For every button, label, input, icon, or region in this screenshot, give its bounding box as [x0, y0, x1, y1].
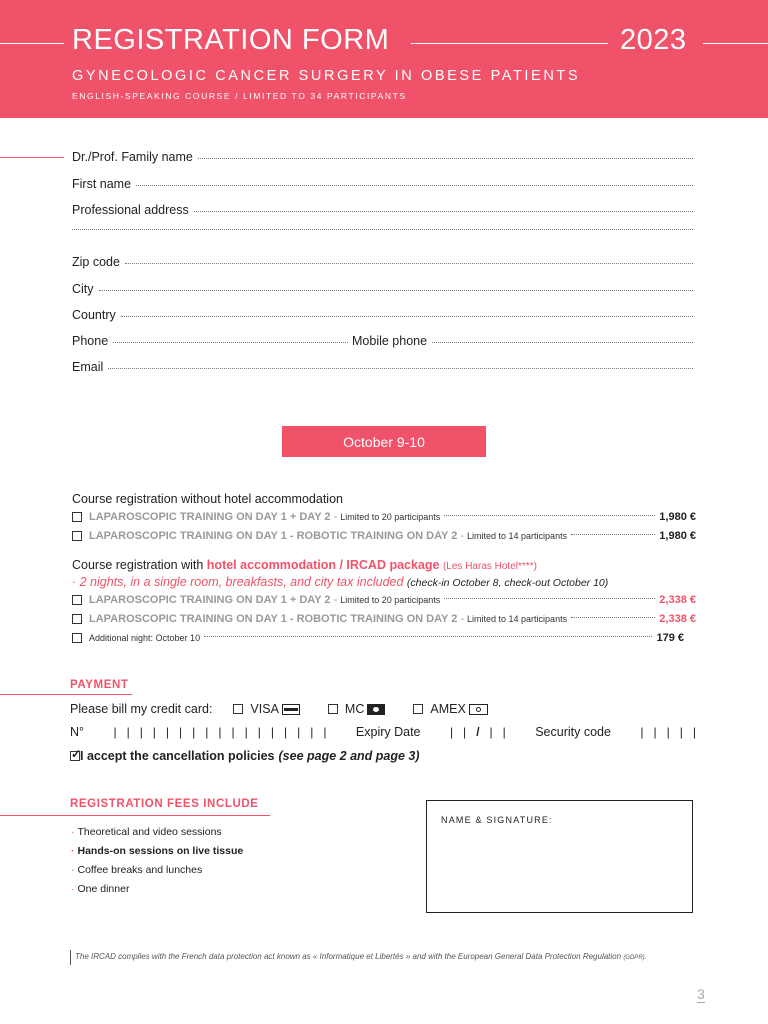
city-label: City	[72, 282, 94, 296]
zip-field[interactable]	[72, 255, 693, 269]
mastercard-icon	[367, 704, 385, 715]
visa-label: VISA	[250, 702, 279, 716]
page-number: 3	[697, 986, 705, 1002]
hotel-title-highlight: hotel accommodation / IRCAD package	[206, 558, 440, 572]
email-label: Email	[72, 360, 104, 374]
additional-night-option[interactable]	[72, 631, 684, 645]
phone-input-line[interactable]	[113, 341, 348, 343]
option-dash: -	[460, 530, 465, 542]
course-subtitle: ENGLISH-SPEAKING COURSE / LIMITED TO 34 PARTICIPANTS	[72, 91, 407, 101]
card-number-boxes[interactable]: | | | | | | | | | | | | | | | | |	[113, 725, 327, 739]
signature-label: NAME & SIGNATURE:	[441, 815, 553, 825]
phone-label: Phone	[72, 334, 109, 348]
checkmark-icon: ✓	[71, 747, 82, 761]
accept-label: I accept the cancellation policies	[80, 749, 275, 763]
hotel-name: (Les Haras Hotel****)	[442, 561, 537, 572]
form-year: 2023	[620, 24, 687, 56]
amex-checkbox[interactable]	[413, 704, 423, 714]
includes-heading: REGISTRATION FEES INCLUDE	[70, 798, 259, 810]
hotel-option-1[interactable]	[72, 593, 696, 607]
city-field[interactable]	[72, 282, 693, 296]
address-input-line-2[interactable]	[72, 228, 693, 230]
zip-input-line[interactable]	[125, 262, 693, 264]
gdpr-abbr: (GDPR).	[623, 955, 647, 961]
address-input-line[interactable]	[194, 210, 693, 212]
security-code-label: Security code	[535, 725, 611, 739]
country-label: Country	[72, 308, 116, 322]
header-rule-right	[703, 43, 768, 44]
option-dash: -	[460, 613, 465, 625]
option-leader	[204, 636, 652, 637]
payment-heading-line	[0, 694, 132, 695]
family-name-input-line[interactable]	[198, 157, 693, 159]
expiry-boxes[interactable]: | | / | |	[449, 725, 506, 739]
first-name-label: First name	[72, 177, 132, 191]
visa-card-icon	[282, 704, 300, 715]
amex-label: AMEX	[430, 702, 466, 716]
accept-reference: (see page 2 and page 3)	[278, 749, 420, 763]
option-leader	[444, 515, 655, 516]
option-leader	[571, 534, 655, 535]
expiry-label: Expiry Date	[355, 725, 421, 739]
card-number-label: N°	[70, 725, 85, 739]
mobile-label: Mobile phone	[352, 334, 428, 348]
option-limit: Limited to 14 participants	[467, 531, 568, 541]
address-field[interactable]	[72, 203, 693, 217]
phone-field[interactable]	[72, 334, 348, 348]
header-rule-middle	[411, 43, 608, 44]
credit-card-row	[70, 702, 488, 716]
option-limit: Limited to 14 participants	[467, 614, 568, 624]
fields-accent-line	[0, 157, 64, 158]
no-hotel-option-1[interactable]	[72, 510, 696, 524]
option-name: LAPAROSCOPIC TRAINING ON DAY 1 - ROBOTIC TRAINING ON DAY 2	[89, 530, 458, 542]
include-item: · One dinner	[71, 883, 130, 895]
city-input-line[interactable]	[99, 289, 693, 291]
security-code-boxes[interactable]: | | | | |	[640, 725, 696, 739]
additional-night-label: Additional night: October 10	[89, 633, 201, 643]
zip-label: Zip code	[72, 255, 120, 269]
no-hotel-title: Course registration without hotel accommodation	[72, 492, 343, 506]
amex-card-icon	[469, 704, 488, 715]
country-input-line[interactable]	[121, 315, 693, 317]
payment-heading: PAYMENT	[70, 679, 129, 691]
course-date-button[interactable]: October 9-10	[282, 426, 486, 457]
option-price: 1,980 €	[659, 511, 696, 523]
option-leader	[571, 617, 655, 618]
include-item: · Coffee breaks and lunches	[71, 864, 203, 876]
option-name: LAPAROSCOPIC TRAINING ON DAY 1 - ROBOTIC TRAINING ON DAY 2	[89, 613, 458, 625]
mobile-field[interactable]	[352, 334, 693, 348]
includes-heading-line	[0, 815, 270, 816]
checkbox[interactable]	[72, 512, 82, 522]
gdpr-note	[70, 950, 646, 965]
form-title: REGISTRATION FORM	[72, 24, 390, 56]
include-item: · Theoretical and video sessions	[71, 826, 222, 838]
visa-checkbox[interactable]	[233, 704, 243, 714]
include-item: · Hands-on sessions on live tissue	[71, 845, 244, 857]
option-dash: -	[333, 594, 338, 606]
checkbox[interactable]	[72, 614, 82, 624]
address-field-line2[interactable]	[72, 230, 693, 232]
option-limit: Limited to 20 participants	[340, 512, 441, 522]
option-name: LAPAROSCOPIC TRAINING ON DAY 1 + DAY 2	[89, 511, 331, 523]
option-limit: Limited to 20 participants	[340, 595, 441, 605]
hotel-option-2[interactable]	[72, 612, 696, 626]
hotel-checkin: (check-in October 8, check-out October 10)	[406, 577, 609, 589]
option-dash: -	[333, 511, 338, 523]
family-name-field[interactable]	[72, 150, 693, 164]
option-price: 2,338 €	[659, 594, 696, 606]
mc-checkbox[interactable]	[328, 704, 338, 714]
accept-policies-row[interactable]	[70, 749, 420, 763]
bill-label: Please bill my credit card:	[70, 702, 213, 716]
option-price: 2,338 €	[659, 613, 696, 625]
card-number-row	[70, 725, 696, 739]
email-input-line[interactable]	[108, 367, 693, 369]
course-title: GYNECOLOGIC CANCER SURGERY IN OBESE PATIENTS	[72, 68, 581, 84]
hotel-title-prefix: Course registration with	[72, 558, 204, 572]
mobile-input-line[interactable]	[432, 341, 693, 343]
first-name-input-line[interactable]	[136, 184, 693, 186]
option-price: 1,980 €	[659, 530, 696, 542]
hotel-details	[72, 575, 608, 589]
checkbox[interactable]	[72, 595, 82, 605]
address-label: Professional address	[72, 203, 189, 217]
no-hotel-option-2[interactable]	[72, 529, 696, 543]
hotel-package-details: · 2 nights, in a single room, breakfasts, and city tax included	[72, 575, 404, 589]
first-name-field[interactable]	[72, 177, 693, 191]
checkbox[interactable]	[72, 633, 82, 643]
additional-night-price: 179 €	[656, 632, 684, 644]
email-field[interactable]	[72, 360, 693, 374]
family-name-label: Dr./Prof. Family name	[72, 150, 193, 164]
option-leader	[444, 598, 655, 599]
header-rule-left	[0, 43, 64, 44]
header-banner	[0, 0, 768, 118]
signature-box[interactable]	[426, 800, 693, 913]
mc-label: MC	[344, 702, 365, 716]
country-field[interactable]	[72, 308, 693, 322]
checkbox[interactable]	[72, 531, 82, 541]
accept-checkbox[interactable]	[70, 747, 82, 761]
option-name: LAPAROSCOPIC TRAINING ON DAY 1 + DAY 2	[89, 594, 331, 606]
hotel-title	[72, 558, 537, 572]
gdpr-note-text: The IRCAD complies with the French data protection act known as « Informatique et Libertés » and with the European General Data Protection Regulation	[75, 952, 622, 961]
